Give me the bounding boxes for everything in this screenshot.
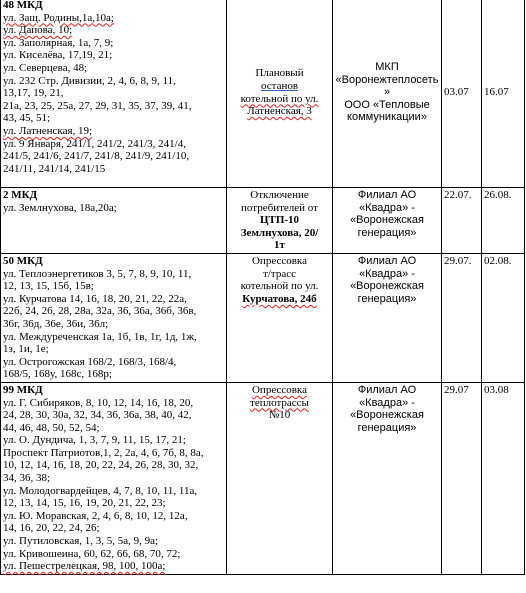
end-date-cell: 02.08. [482, 253, 525, 382]
org-line: «Квадра» - [359, 267, 415, 280]
start-date-cell: 22.07. [442, 188, 482, 254]
address-line: ул. Междуреченская 1а, 1б, 1в, 1г, 1д, 1ж, [3, 330, 197, 343]
reason-cell [227, 382, 333, 574]
address-line: ул. Путиловская, 1, 3, 5, 5а, 9, 9а; [3, 535, 159, 548]
address-line: 21а, 23, 25, 25а, 27, 29, 31, 35, 37, 39, 41, [3, 99, 192, 112]
reason-line: №10 [268, 409, 291, 422]
address-line: 44, 46, 48, 50, 52, 54; [3, 421, 100, 434]
reason-line: Курчатова, 24б [242, 292, 317, 305]
table-row [1, 382, 525, 574]
reason-line: Землнухова, 20/ [240, 226, 319, 239]
address-line: ул. Г. Сибиряков, 8, 10, 12, 14, 16, 18, 20, [3, 396, 194, 409]
address-line: 34, 36, 38; [3, 472, 51, 485]
address-line: 36г, 36д, 36е, 36и, 36л; [3, 317, 109, 330]
building-count: 2 МКД [3, 189, 38, 201]
address-line: 12, 13, 14, 15, 16, 19, 20, 21, 22, 23; [3, 497, 166, 510]
org-line: «Квадра» - [359, 201, 415, 214]
end-date-cell: 16.07 [482, 0, 525, 188]
address-line: 43, 45, 51; [3, 112, 51, 125]
end-date-cell: 26.08. [482, 188, 525, 254]
table-row [1, 0, 525, 188]
address-line: ул. Кривошеина, 60, 62, 66, 68, 70, 72; [3, 547, 181, 560]
reason-line: ЦТП-10 [259, 214, 300, 227]
address-line: ул. Дапова, 10; [3, 24, 73, 37]
address-line: 13,17, 19, 21, [3, 87, 64, 100]
building-count: 50 МКД [3, 254, 43, 267]
reason-word: котельной по ул. [240, 92, 319, 105]
start-date-cell: 29.07 [442, 382, 482, 574]
org-line: «Воронежская [350, 409, 424, 422]
reason-line [229, 93, 330, 106]
building-count: 99 МКД [3, 383, 43, 396]
address-line: Проспект Патриотов,1, 2, 2а, 4, 6, 7б, 8, 8а, [3, 446, 204, 459]
reason-line: т/трасс [263, 267, 296, 280]
org-line: «Квадра» - [359, 396, 415, 409]
reason-line: останов [260, 79, 299, 92]
org-line: МКП [375, 61, 399, 74]
reason-line: Латненская, 3 [247, 105, 312, 118]
reason-line: Опрессовка [251, 383, 307, 396]
address-line: 14, 16, 20, 22, 24, 26; [3, 522, 100, 535]
table-row [1, 253, 525, 382]
organization-cell [333, 188, 442, 254]
org-line: генерация» [357, 421, 417, 434]
address-line: ул. 232 Стр. Дивизии, 2, 4, 6, 8, 9, 11, [3, 74, 176, 87]
address-line: ул. Теплоэнергетиков 3, 5, 7, 8, 9, 10, 11, [3, 267, 192, 280]
address-line: 24, 28, 30, 30а, 32, 34, 36, 36а, 38, 40, 42, [3, 409, 192, 422]
address-line: 241/5, 241/6, 241/7, 241/8, 241/9, 241/10, [3, 150, 190, 163]
org-line: «Воронежская [350, 280, 424, 293]
reason-line: котельной по ул. [240, 280, 319, 293]
address-line: ул. Северцева, 48; [3, 61, 88, 74]
org-line: генерация» [357, 292, 417, 305]
org-line: Филиал АО [357, 189, 417, 201]
address-line: ул. О. Дундича, 1, 3, 7, 9, 11, 15, 17, 21; [3, 434, 186, 447]
org-line: Филиал АО [357, 254, 417, 267]
address-cell [1, 382, 227, 574]
reason-cell [227, 188, 333, 254]
address-line: ул. Киселёва, 17,19, 21; [3, 49, 113, 62]
org-line: «Воронежтеплосеть [335, 73, 439, 86]
reason-cell [227, 253, 333, 382]
address-cell [1, 188, 227, 254]
organization-cell [333, 253, 442, 382]
org-line: коммуникации» [347, 111, 427, 124]
address-line: 168/5, 168у, 168с, 168р; [3, 368, 112, 381]
address-line: 241/11, 241/14, 241/15 [3, 162, 106, 175]
reason-line: Отключение [250, 189, 309, 201]
reason-line: потребителей от [241, 201, 318, 214]
org-line: Филиал АО [357, 383, 417, 396]
address-line: ул. Ю. Моравская, 2, 4, 6, 8, 10, 12, 12а, [3, 509, 188, 522]
reason-line: Плановый [255, 67, 304, 80]
address-line: ул. Курчатова 14, 16, 18, 20, 21, 22, 22а, [3, 292, 187, 305]
address-line: ул. Заполярная, 1а, 7, 9; [3, 36, 114, 49]
address-line: ул. Латненская, 19; [3, 124, 93, 137]
org-line: «Воронежская [350, 214, 424, 227]
address-line: 1з, 1и, 1е; [3, 343, 49, 356]
address-line: ул. Молодогвардейцев, 4, 7, 8, 10, 11, 11а, [3, 484, 198, 497]
org-line: ООО «Тепловые [344, 98, 430, 111]
address-cell [1, 0, 227, 188]
address-line: ул. Острогожская 168/2, 168/3, 168/4, [3, 355, 177, 368]
org-line: генерация» [357, 226, 417, 239]
reason-line: 1т [274, 239, 285, 252]
reason-line: Опрессовка [251, 254, 307, 267]
table-row [1, 188, 525, 254]
address-line: ул. Землнухова, 18а,20а; [3, 201, 117, 214]
address-line: 22б, 24, 26, 28, 28а, 32а, 36, 36а, 36б, 36в, [3, 305, 197, 318]
start-date-cell: 29.07. [442, 253, 482, 382]
address-line: 10, 12, 14, 16, 18, 20, 22, 24, 26, 28, 30, 32, [3, 459, 199, 472]
end-date-cell: 03.08 [482, 382, 525, 574]
address-line: 12, 13, 15, 15б, 15в; [3, 280, 94, 293]
building-count: 48 МКД [3, 0, 43, 11]
address-line: ул. Защ. Родины,1а,10а; [3, 11, 114, 24]
address-cell [1, 253, 227, 382]
address-line: ул. 9 Января, 241/1, 241/2, 241/3, 241/4, [3, 137, 186, 150]
organization-cell [333, 0, 442, 188]
reason-cell [227, 0, 333, 188]
reason-line: теплотрассы [250, 396, 309, 409]
organization-cell [333, 382, 442, 574]
start-date-cell: 03.07 [442, 0, 482, 188]
org-line: » [383, 86, 391, 99]
address-line: ул. Пешестрелецкая, 98, 100, 100а; [3, 560, 166, 573]
